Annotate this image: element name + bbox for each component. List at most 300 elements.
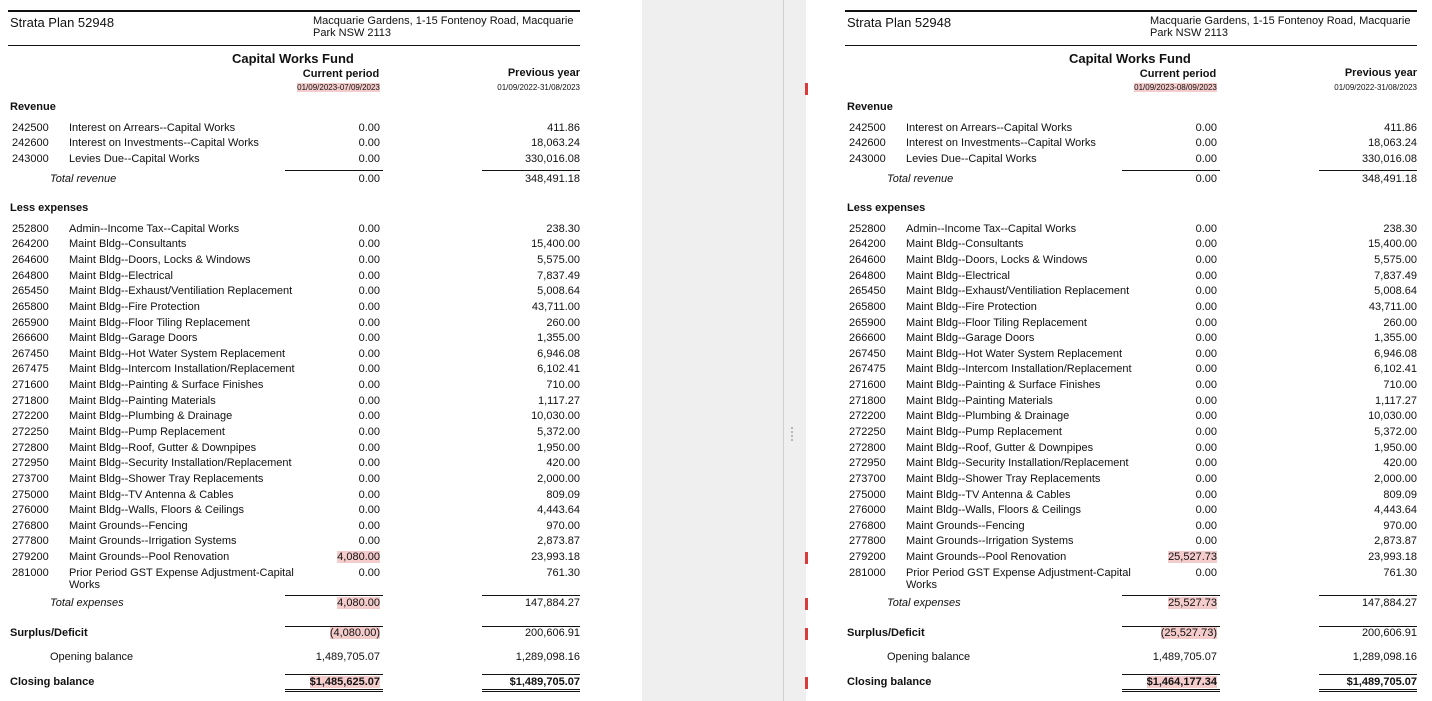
total-expenses-row (8, 597, 580, 611)
table-row[interactable] (8, 332, 580, 346)
total-expenses-current-value: 4,080.00 (337, 597, 380, 609)
date-range-previous: 01/09/2022-31/08/2023 (497, 83, 580, 92)
account-description: Admin--Income Tax--Capital Works (69, 223, 240, 235)
table-row[interactable] (845, 153, 1417, 167)
previous-amount: 761.30 (546, 567, 580, 579)
current-amount (288, 535, 380, 547)
table-row[interactable] (8, 520, 580, 534)
current-amount-value: 0.00 (358, 348, 380, 360)
section-revenue: Revenue (847, 101, 893, 113)
current-amount (1125, 457, 1217, 469)
date-range-current (292, 83, 385, 92)
strata-plan-number: Strata Plan 52948 (10, 15, 115, 30)
total-revenue-current: 0.00 (1195, 173, 1217, 185)
header-rule (8, 45, 580, 46)
column-header-current: Current period (302, 68, 380, 80)
change-marker-icon (805, 552, 808, 564)
previous-amount: 5,372.00 (537, 426, 580, 438)
total-revenue-previous: 348,491.18 (1361, 173, 1417, 185)
previous-amount: 2,000.00 (1374, 473, 1417, 485)
current-amount-value: 0.00 (358, 379, 380, 391)
table-row[interactable] (845, 457, 1417, 471)
previous-amount: 7,837.49 (537, 270, 580, 282)
current-amount (1125, 489, 1217, 501)
table-row[interactable] (845, 238, 1417, 252)
account-description: Maint Bldg--Electrical (69, 270, 173, 282)
change-marker-icon (805, 628, 808, 640)
current-amount-value: 0.00 (358, 426, 380, 438)
account-description: Maint Bldg--Walls, Floors & Ceilings (69, 504, 245, 516)
double-rule (1122, 691, 1220, 692)
account-description: Maint Grounds--Fencing (906, 520, 1025, 532)
current-amount (1125, 410, 1217, 422)
account-code: 267475 (12, 363, 49, 375)
current-amount-value: 4,080.00 (337, 551, 380, 563)
current-amount-value: 0.00 (358, 442, 380, 454)
current-amount (288, 473, 380, 485)
opening-balance-current: 1,489,705.07 (1152, 651, 1217, 663)
account-description: Maint Bldg--Security Installation/Replacement (906, 457, 1129, 469)
table-row[interactable] (8, 122, 580, 136)
account-code: 279200 (12, 551, 49, 563)
property-address: Macquarie Gardens, 1-15 Fontenoy Road, Macquarie Park NSW 2113 (1150, 15, 1411, 39)
account-code: 264800 (12, 270, 49, 282)
table-row[interactable] (845, 489, 1417, 503)
current-amount: 0.00 (358, 122, 380, 134)
closing-balance-current-value: $1,485,625.07 (309, 676, 380, 688)
previous-amount: 1,117.27 (1374, 395, 1417, 407)
current-amount (1125, 348, 1217, 360)
table-row[interactable] (8, 442, 580, 456)
splitter-grip-icon[interactable] (791, 427, 793, 441)
current-amount-value: 0.00 (1195, 223, 1217, 235)
current-amount: 0.00 (1195, 153, 1217, 165)
current-amount-value: 0.00 (358, 567, 380, 579)
account-code: 242500 (12, 122, 49, 134)
table-row[interactable] (845, 442, 1417, 456)
subtotal-rule (1319, 674, 1417, 675)
double-rule (285, 691, 383, 692)
table-row[interactable] (845, 395, 1417, 409)
fund-title: Capital Works Fund (232, 51, 354, 66)
subtotal-rule (1122, 595, 1220, 596)
account-description: Maint Grounds--Fencing (69, 520, 188, 532)
date-range-current-value: 01/09/2023-08/09/2023 (1134, 83, 1217, 92)
previous-amount: 970.00 (1383, 520, 1417, 532)
table-row[interactable] (8, 285, 580, 299)
account-description: Maint Bldg--Roof, Gutter & Downpipes (906, 442, 1094, 454)
current-amount (288, 457, 380, 469)
table-row[interactable] (8, 489, 580, 503)
current-amount (288, 489, 380, 501)
surplus-deficit-current-value: (25,527.73) (1160, 627, 1217, 639)
current-amount (1125, 238, 1217, 250)
table-row[interactable] (845, 551, 1417, 565)
account-description: Maint Grounds--Irrigation Systems (906, 535, 1074, 547)
previous-amount: 6,946.08 (1374, 348, 1417, 360)
previous-amount: 5,008.64 (537, 285, 580, 297)
current-amount-value: 0.00 (1195, 317, 1217, 329)
change-marker-icon (805, 83, 808, 95)
account-description: Maint Bldg--Intercom Installation/Replacement (69, 363, 295, 375)
account-code: 242500 (849, 122, 886, 134)
account-code: 272200 (849, 410, 886, 422)
account-description: Maint Bldg--Floor Tiling Replacement (69, 317, 250, 329)
previous-amount: 970.00 (546, 520, 580, 532)
previous-amount: 5,008.64 (1374, 285, 1417, 297)
account-description: Prior Period GST Expense Adjustment-Capital Works (906, 567, 1131, 591)
current-amount: 0.00 (358, 153, 380, 165)
account-description: Maint Bldg--Plumbing & Drainage (69, 410, 233, 422)
account-code: 272800 (849, 442, 886, 454)
previous-amount: 2,873.87 (537, 535, 580, 547)
previous-amount: 1,355.00 (1374, 332, 1417, 344)
account-code: 242600 (849, 137, 886, 149)
current-amount-value: 0.00 (1195, 567, 1217, 579)
current-amount (288, 551, 380, 563)
opening-balance-previous: 1,289,098.16 (515, 651, 580, 663)
current-amount-value: 0.00 (1195, 410, 1217, 422)
strata-plan-number: Strata Plan 52948 (847, 15, 952, 30)
current-amount: 0.00 (1195, 122, 1217, 134)
opening-balance-previous: 1,289,098.16 (1352, 651, 1417, 663)
current-amount (288, 442, 380, 454)
account-description: Maint Bldg--Security Installation/Replacement (69, 457, 292, 469)
current-amount-value: 0.00 (358, 285, 380, 297)
account-description: Maint Bldg--Exhaust/Ventiliation Replacement (69, 285, 293, 297)
table-row[interactable] (845, 348, 1417, 362)
account-description: Maint Bldg--Hot Water System Replacement (69, 348, 285, 360)
account-description: Maint Bldg--Floor Tiling Replacement (906, 317, 1087, 329)
account-code: 271600 (849, 379, 886, 391)
account-description: Maint Bldg--Painting Materials (906, 395, 1053, 407)
account-description: Maint Bldg--Pump Replacement (906, 426, 1062, 438)
current-amount (288, 504, 380, 516)
account-description: Maint Bldg--Fire Protection (69, 301, 200, 313)
table-row[interactable] (8, 504, 580, 518)
account-code: 275000 (849, 489, 886, 501)
current-amount (288, 223, 380, 235)
previous-amount: 6,102.41 (537, 363, 580, 375)
account-code: 273700 (12, 473, 49, 485)
account-code: 252800 (12, 223, 49, 235)
current-amount-value: 0.00 (1195, 301, 1217, 313)
current-amount-value: 0.00 (358, 238, 380, 250)
header-rule (845, 10, 1417, 12)
total-revenue-label: Total revenue (887, 173, 954, 185)
current-amount-value: 0.00 (358, 301, 380, 313)
table-row[interactable] (8, 551, 580, 565)
previous-amount: 238.30 (546, 223, 580, 235)
table-row[interactable] (8, 317, 580, 331)
table-row[interactable] (845, 137, 1417, 151)
previous-amount: 23,993.18 (1368, 551, 1417, 563)
total-expenses-previous: 147,884.27 (524, 597, 580, 609)
table-row[interactable] (8, 348, 580, 362)
table-row[interactable] (8, 238, 580, 252)
previous-amount: 1,950.00 (1374, 442, 1417, 454)
table-row[interactable] (8, 137, 580, 151)
surplus-deficit-label: Surplus/Deficit (847, 627, 925, 639)
account-description: Maint Bldg--Painting & Surface Finishes (906, 379, 1101, 391)
account-description: Maint Bldg--Painting Materials (69, 395, 216, 407)
total-expenses-current-value: 25,527.73 (1168, 597, 1217, 609)
previous-amount: 43,711.00 (1368, 301, 1417, 313)
current-amount-value: 0.00 (1195, 285, 1217, 297)
closing-balance-current (288, 676, 380, 688)
account-description: Interest on Arrears--Capital Works (906, 122, 1073, 134)
current-amount (1125, 363, 1217, 375)
current-amount (1125, 254, 1217, 266)
previous-amount: 710.00 (546, 379, 580, 391)
current-amount (1125, 567, 1217, 579)
closing-balance-previous: $1,489,705.07 (1346, 676, 1417, 688)
current-amount-value: 0.00 (358, 395, 380, 407)
current-amount-value: 0.00 (1195, 395, 1217, 407)
section-expenses: Less expenses (847, 202, 926, 214)
current-amount (288, 348, 380, 360)
table-row[interactable] (845, 504, 1417, 518)
table-row[interactable] (845, 285, 1417, 299)
table-row[interactable] (845, 473, 1417, 487)
total-revenue-row (8, 173, 580, 187)
account-code: 272950 (849, 457, 886, 469)
total-revenue-row (845, 173, 1417, 187)
header-rule (845, 45, 1417, 46)
current-amount: 0.00 (1195, 137, 1217, 149)
surplus-deficit-label: Surplus/Deficit (10, 627, 88, 639)
total-expenses-row (845, 597, 1417, 611)
current-amount-value: 0.00 (1195, 348, 1217, 360)
current-amount (1125, 551, 1217, 563)
account-description: Maint Bldg--TV Antenna & Cables (69, 489, 234, 501)
column-header-previous: Previous year (507, 67, 580, 79)
surplus-deficit-previous: 200,606.91 (524, 627, 580, 639)
table-row[interactable] (8, 395, 580, 409)
table-row[interactable] (8, 153, 580, 167)
current-amount-value: 0.00 (1195, 238, 1217, 250)
previous-amount: 43,711.00 (531, 301, 580, 313)
account-description: Maint Bldg--Garage Doors (906, 332, 1035, 344)
subtotal-rule (1319, 595, 1417, 596)
table-row[interactable] (8, 301, 580, 315)
account-code: 272250 (12, 426, 49, 438)
date-range-previous: 01/09/2022-31/08/2023 (1334, 83, 1417, 92)
account-code: 265800 (12, 301, 49, 313)
account-code: 275000 (12, 489, 49, 501)
table-row[interactable] (8, 535, 580, 549)
table-row[interactable] (8, 254, 580, 268)
account-description: Admin--Income Tax--Capital Works (906, 223, 1077, 235)
opening-balance-label: Opening balance (887, 651, 971, 663)
account-code: 267450 (849, 348, 886, 360)
surplus-deficit-row (845, 627, 1417, 641)
column-header-current: Current period (1139, 68, 1217, 80)
table-row[interactable] (845, 567, 1417, 591)
surplus-deficit-current-value: (4,080.00) (329, 627, 380, 639)
account-code: 271800 (849, 395, 886, 407)
current-amount (288, 567, 380, 579)
double-rule (482, 689, 580, 690)
account-code: 272250 (849, 426, 886, 438)
table-row[interactable] (8, 426, 580, 440)
current-amount-value: 0.00 (1195, 254, 1217, 266)
table-row[interactable] (8, 363, 580, 377)
account-code: 271600 (12, 379, 49, 391)
account-code: 264600 (849, 254, 886, 266)
surplus-deficit-previous: 200,606.91 (1361, 627, 1417, 639)
subtotal-rule (285, 674, 383, 675)
previous-amount: 18,063.24 (531, 137, 580, 149)
previous-amount: 4,443.64 (537, 504, 580, 516)
account-code: 276000 (12, 504, 49, 516)
current-amount-value: 0.00 (1195, 535, 1217, 547)
previous-amount: 238.30 (1383, 223, 1417, 235)
table-row[interactable] (8, 223, 580, 237)
account-description: Levies Due--Capital Works (906, 153, 1037, 165)
table-row[interactable] (845, 254, 1417, 268)
previous-amount: 5,575.00 (1374, 254, 1417, 266)
account-code: 243000 (12, 153, 49, 165)
table-row[interactable] (8, 567, 580, 591)
total-expenses-previous: 147,884.27 (1361, 597, 1417, 609)
current-amount (1125, 535, 1217, 547)
previous-amount: 2,000.00 (537, 473, 580, 485)
account-code: 265900 (849, 317, 886, 329)
account-description: Maint Grounds--Pool Renovation (906, 551, 1067, 563)
account-code: 264200 (12, 238, 49, 250)
table-row[interactable] (845, 379, 1417, 393)
account-code: 264600 (12, 254, 49, 266)
previous-amount: 1,117.27 (537, 395, 580, 407)
date-range-current-value: 01/09/2023-07/09/2023 (297, 83, 380, 92)
account-code: 265800 (849, 301, 886, 313)
current-amount-value: 0.00 (358, 410, 380, 422)
account-code: 273700 (849, 473, 886, 485)
opening-balance-current: 1,489,705.07 (315, 651, 380, 663)
table-row[interactable] (8, 270, 580, 284)
section-revenue: Revenue (10, 101, 56, 113)
account-code: 272800 (12, 442, 49, 454)
account-description: Maint Bldg--Shower Tray Replacements (69, 473, 264, 485)
previous-amount: 4,443.64 (1374, 504, 1417, 516)
current-amount (1125, 223, 1217, 235)
account-description: Maint Bldg--Intercom Installation/Replacement (906, 363, 1132, 375)
table-row[interactable] (845, 426, 1417, 440)
current-amount (1125, 332, 1217, 344)
account-code: 243000 (849, 153, 886, 165)
table-row[interactable] (845, 363, 1417, 377)
table-row[interactable] (845, 223, 1417, 237)
current-amount-value: 0.00 (1195, 270, 1217, 282)
current-amount (288, 410, 380, 422)
previous-amount: 330,016.08 (1361, 153, 1417, 165)
double-rule (1122, 689, 1220, 690)
opening-balance-row (8, 651, 580, 665)
table-row[interactable] (845, 270, 1417, 284)
account-description: Maint Bldg--Shower Tray Replacements (906, 473, 1101, 485)
previous-amount: 260.00 (1383, 317, 1417, 329)
current-amount (288, 426, 380, 438)
table-row[interactable] (8, 457, 580, 471)
account-code: 266600 (12, 332, 49, 344)
account-code: 265450 (12, 285, 49, 297)
previous-amount: 6,102.41 (1374, 363, 1417, 375)
table-row[interactable] (845, 122, 1417, 136)
closing-balance-row (845, 676, 1417, 690)
account-description: Maint Bldg--Walls, Floors & Ceilings (906, 504, 1082, 516)
account-code: 242600 (12, 137, 49, 149)
previous-amount: 420.00 (1383, 457, 1417, 469)
previous-amount: 10,030.00 (1368, 410, 1417, 422)
table-row[interactable] (845, 301, 1417, 315)
double-rule (1319, 691, 1417, 692)
account-code: 272200 (12, 410, 49, 422)
current-amount-value: 0.00 (1195, 426, 1217, 438)
account-code: 265450 (849, 285, 886, 297)
account-code: 271800 (12, 395, 49, 407)
closing-balance-row (8, 676, 580, 690)
account-description: Levies Due--Capital Works (69, 153, 200, 165)
table-row[interactable] (845, 520, 1417, 534)
table-row[interactable] (8, 379, 580, 393)
table-row[interactable] (8, 410, 580, 424)
previous-amount: 761.30 (1383, 567, 1417, 579)
surplus-deficit-row (8, 627, 580, 641)
opening-balance-row (845, 651, 1417, 665)
account-code: 265900 (12, 317, 49, 329)
current-amount (1125, 285, 1217, 297)
account-description: Maint Grounds--Irrigation Systems (69, 535, 237, 547)
current-amount (1125, 442, 1217, 454)
current-amount-value: 0.00 (1195, 379, 1217, 391)
previous-amount: 411.86 (1384, 122, 1417, 134)
table-row[interactable] (845, 410, 1417, 424)
account-description: Maint Bldg--Garage Doors (69, 332, 198, 344)
total-expenses-label: Total expenses (50, 597, 124, 609)
split-divider[interactable] (783, 0, 784, 701)
previous-amount: 10,030.00 (531, 410, 580, 422)
current-amount (1125, 520, 1217, 532)
property-address: Macquarie Gardens, 1-15 Fontenoy Road, Macquarie Park NSW 2113 (313, 15, 574, 39)
current-amount-value: 0.00 (358, 457, 380, 469)
current-amount (288, 270, 380, 282)
previous-amount: 411.86 (547, 122, 580, 134)
current-amount (288, 379, 380, 391)
table-row[interactable] (8, 473, 580, 487)
account-code: 276800 (12, 520, 49, 532)
table-row[interactable] (845, 317, 1417, 331)
table-row[interactable] (845, 535, 1417, 549)
current-amount (1125, 317, 1217, 329)
subtotal-rule (1122, 170, 1220, 171)
date-range-current (1129, 83, 1222, 92)
subtotal-rule (285, 595, 383, 596)
current-amount-value: 0.00 (358, 363, 380, 375)
double-rule (482, 691, 580, 692)
previous-amount: 330,016.08 (524, 153, 580, 165)
subtotal-rule (285, 170, 383, 171)
closing-balance-current (1125, 676, 1217, 688)
previous-amount: 1,950.00 (537, 442, 580, 454)
account-description: Maint Bldg--Electrical (906, 270, 1010, 282)
account-description: Maint Bldg--Fire Protection (906, 301, 1037, 313)
account-description: Maint Bldg--Consultants (69, 238, 187, 250)
current-amount (288, 520, 380, 532)
previous-amount: 420.00 (546, 457, 580, 469)
current-amount-value: 0.00 (358, 332, 380, 344)
table-row[interactable] (845, 332, 1417, 346)
